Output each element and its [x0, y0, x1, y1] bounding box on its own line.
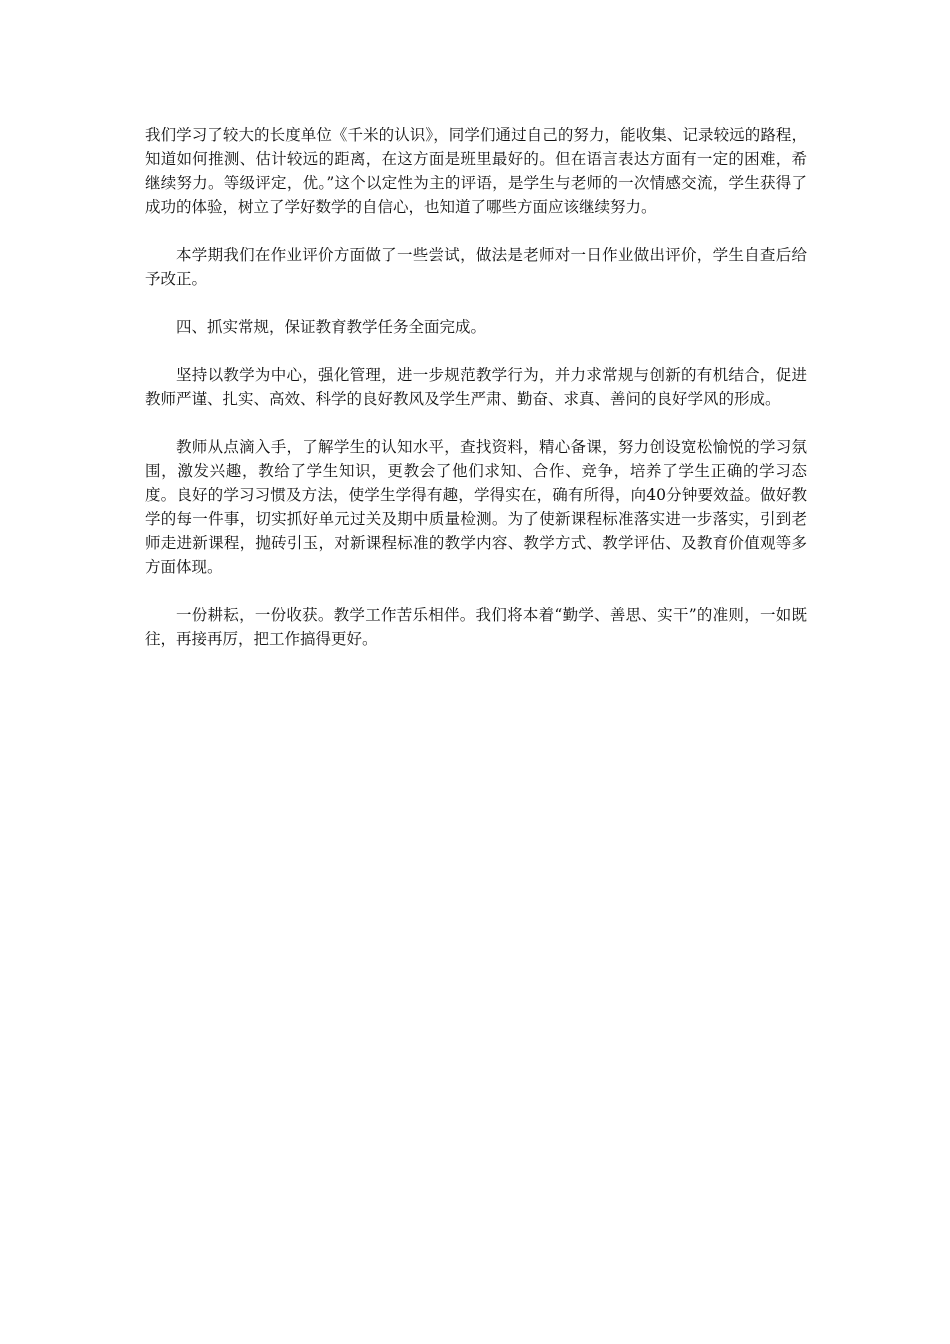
section-heading-routine: 四、抓实常规，保证教育教学任务全面完成。 — [176, 318, 487, 336]
document-page — [145, 123, 807, 675]
paragraph-teacher-practice: 教师从点滴入手，了解学生的认知水平，查找资料，精心备课，努力创设宽松愉悦的学习氛围，激发兴趣，教给了学生知识，更教会了他们求知、合作、竞争，培养了学生正确的学习态度。良好的学习习惯及方法，使学生学得有趣，学得实在，确有所得，向40分钟要效益。做好教学的每一件事，切实抓好单元过关及期中质量检测。为了使新课程标准落实进一步落实，引到老师走进新课程，抛砖引玉，对新课程标准的教学内容、教学方式、教学评估、及教育价值观等多方面体现。 — [145, 438, 807, 576]
paragraph-conclusion: 一份耕耘，一份收获。教学工作苦乐相伴。我们将本着“勤学、善思、实干”的准则，一如既往，再接再厉，把工作搞得更好。 — [145, 606, 807, 648]
paragraph-teaching-center: 坚持以教学为中心，强化管理，进一步规范教学行为，并力求常规与创新的有机结合，促进教师严谨、扎实、高效、科学的良好教风及学生严肃、勤奋、求真、善问的良好学风的形成。 — [145, 366, 807, 408]
paragraph-homework-evaluation: 本学期我们在作业评价方面做了一些尝试，做法是老师对一日作业做出评价，学生自查后给予改正。 — [145, 246, 807, 288]
paragraph-evaluation-comment: 我们学习了较大的长度单位《千米的认识》，同学们通过自己的努力，能收集、记录较远的路程，知道如何推测、估计较远的距离，在这方面是班里最好的。但在语言表达方面有一定的困难，希继续努力。等级评定，优。”这个以定性为主的评语，是学生与老师的一次情感交流，学生获得了成功的体验，树立了学好数学的自信心，也知道了哪些方面应该继续努力。 — [145, 126, 807, 216]
